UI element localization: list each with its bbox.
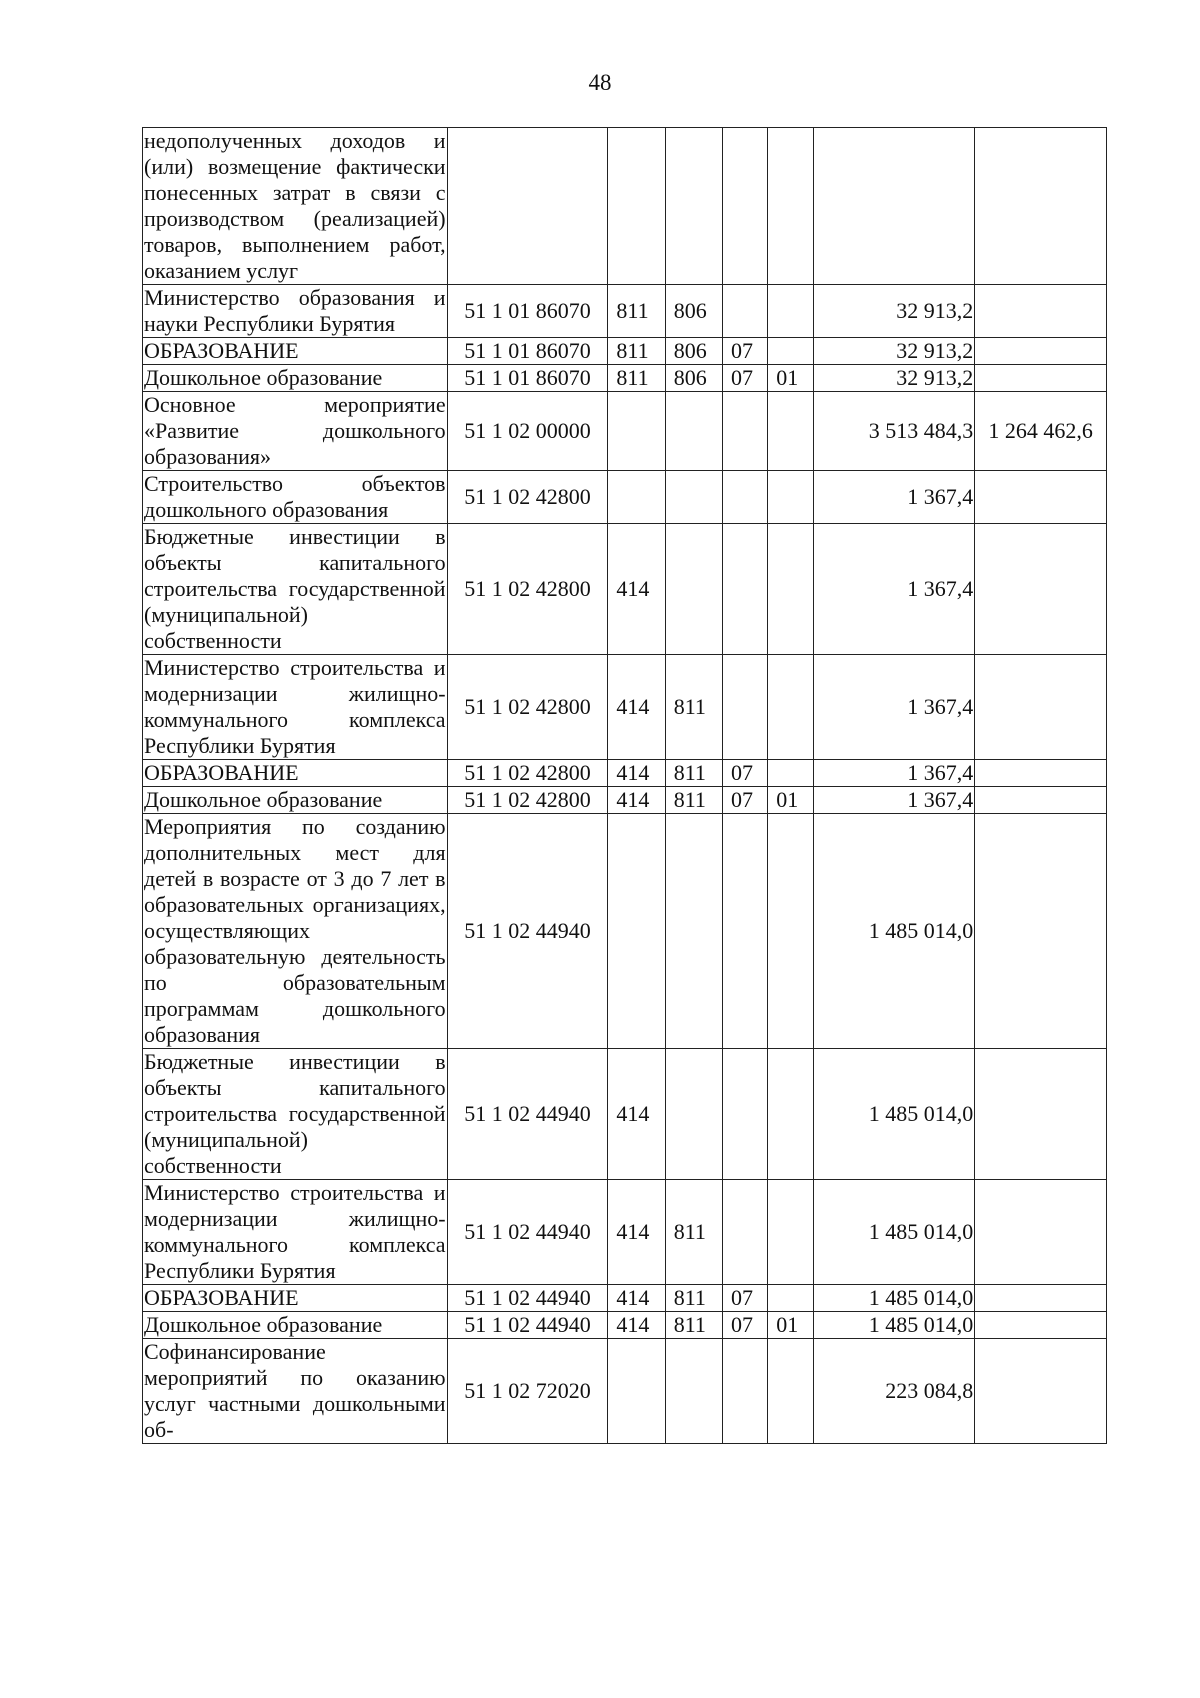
amount-cell: 1 485 014,0 (814, 814, 975, 1049)
amount-federal-cell (975, 338, 1107, 365)
ministry-code-cell (665, 128, 722, 285)
ministry-code-cell: 811 (665, 760, 722, 787)
amount-federal-cell (975, 1049, 1107, 1180)
amount-cell: 1 367,4 (814, 787, 975, 814)
expense-type-cell: 811 (608, 338, 665, 365)
table-row (143, 655, 1107, 760)
amount-cell: 223 084,8 (814, 1339, 975, 1444)
table-row (143, 1285, 1107, 1312)
target-article-cell: 51 1 02 44940 (447, 1285, 608, 1312)
amount-cell: 1 367,4 (814, 524, 975, 655)
ministry-code-cell (665, 392, 722, 471)
row-name-cell: Министерство образования и науки Республики Бурятия (144, 285, 446, 336)
amount-federal-cell (975, 1339, 1107, 1444)
expense-type-cell: 811 (608, 365, 665, 392)
target-article-cell: 51 1 01 86070 (447, 338, 608, 365)
section-cell (723, 655, 768, 760)
table-row (143, 365, 1107, 392)
amount-federal-cell (975, 524, 1107, 655)
ministry-code-cell: 811 (665, 1180, 722, 1285)
target-article-cell: 51 1 02 42800 (447, 787, 608, 814)
section-cell: 07 (723, 1312, 768, 1339)
section-cell (723, 814, 768, 1049)
ministry-code-cell: 811 (665, 1285, 722, 1312)
expense-type-cell (608, 392, 665, 471)
section-cell: 07 (723, 787, 768, 814)
subsection-cell (768, 471, 814, 524)
section-cell (723, 1339, 768, 1444)
amount-federal-cell (975, 471, 1107, 524)
row-name-cell: Дошкольное образование (143, 1312, 448, 1339)
ministry-code-cell: 811 (665, 787, 722, 814)
section-cell (723, 471, 768, 524)
target-article-cell (447, 128, 608, 285)
row-name-cell: Основное мероприятие «Развитие дошкольного образования» (144, 392, 446, 469)
amount-cell: 32 913,2 (814, 338, 975, 365)
target-article-cell: 51 1 02 44940 (447, 814, 608, 1049)
ministry-code-cell: 806 (665, 365, 722, 392)
subsection-cell (768, 760, 814, 787)
ministry-code-cell: 806 (665, 338, 722, 365)
table-row (143, 1339, 1107, 1444)
expense-type-cell: 414 (608, 1180, 665, 1285)
ministry-code-cell: 811 (665, 655, 722, 760)
expense-type-cell: 414 (608, 1285, 665, 1312)
subsection-cell (768, 338, 814, 365)
amount-cell: 1 485 014,0 (814, 1049, 975, 1180)
page-number: 48 (588, 70, 612, 95)
row-name-cell: Строительство объектов дошкольного образования (144, 471, 446, 522)
amount-cell (814, 128, 975, 285)
amount-federal-cell (975, 760, 1107, 787)
amount-cell: 1 485 014,0 (814, 1285, 975, 1312)
subsection-cell (768, 814, 814, 1049)
subsection-cell (768, 392, 814, 471)
section-cell: 07 (723, 338, 768, 365)
ministry-code-cell (665, 524, 722, 655)
subsection-cell: 01 (768, 787, 814, 814)
ministry-code-cell (665, 814, 722, 1049)
section-cell: 07 (723, 365, 768, 392)
target-article-cell: 51 1 02 72020 (447, 1339, 608, 1444)
amount-federal-cell: 1 264 462,6 (975, 392, 1107, 471)
row-name-cell: ОБРАЗОВАНИЕ (143, 338, 448, 365)
expense-type-cell: 414 (608, 787, 665, 814)
section-cell: 07 (723, 1285, 768, 1312)
ministry-code-cell (665, 1049, 722, 1180)
amount-federal-cell (975, 365, 1107, 392)
expense-type-cell: 414 (608, 1312, 665, 1339)
amount-cell: 1 485 014,0 (814, 1180, 975, 1285)
table-row (143, 471, 1107, 524)
table-row (143, 760, 1107, 787)
row-name-cell: недополученных доходов и (или) возмещение фактически понесенных затрат в связи с производством (реализацией) товаров, выполнением работ, оказанием услуг (144, 128, 446, 283)
amount-federal-cell (975, 655, 1107, 760)
row-name-cell: ОБРАЗОВАНИЕ (143, 760, 448, 787)
subsection-cell (768, 524, 814, 655)
target-article-cell: 51 1 02 42800 (447, 471, 608, 524)
section-cell (723, 524, 768, 655)
section-cell (723, 1049, 768, 1180)
amount-federal-cell (975, 285, 1107, 338)
subsection-cell (768, 655, 814, 760)
target-article-cell: 51 1 02 42800 (447, 655, 608, 760)
subsection-cell: 01 (768, 365, 814, 392)
table-row (143, 1180, 1107, 1285)
expense-type-cell (608, 128, 665, 285)
amount-cell: 1 367,4 (814, 471, 975, 524)
expense-type-cell: 811 (608, 285, 665, 338)
table-row (143, 787, 1107, 814)
target-article-cell: 51 1 02 42800 (447, 760, 608, 787)
amount-cell: 1 367,4 (814, 760, 975, 787)
section-cell: 07 (723, 760, 768, 787)
amount-cell: 1 485 014,0 (814, 1312, 975, 1339)
target-article-cell: 51 1 01 86070 (447, 285, 608, 338)
expense-type-cell (608, 1339, 665, 1444)
subsection-cell (768, 1339, 814, 1444)
expense-type-cell (608, 814, 665, 1049)
amount-cell: 32 913,2 (814, 285, 975, 338)
target-article-cell: 51 1 02 44940 (447, 1049, 608, 1180)
expense-type-cell: 414 (608, 760, 665, 787)
row-name-cell: Дошкольное образование (143, 787, 448, 814)
table-row (143, 1312, 1107, 1339)
budget-table-body (143, 128, 1107, 1444)
row-name-cell: Министерство строительства и модернизации жилищно-коммунального комплекса Республики Бурятия (144, 655, 446, 758)
budget-table (142, 127, 1107, 1444)
row-name-cell: Министерство строительства и модернизации жилищно-коммунального комплекса Республики Бурятия (144, 1180, 446, 1283)
amount-federal-cell (975, 128, 1107, 285)
table-row (143, 524, 1107, 655)
row-name-cell: Бюджетные инвестиции в объекты капитального строительства государственной (муниципальной) собственности (144, 1049, 446, 1178)
table-row (143, 1049, 1107, 1180)
amount-federal-cell (975, 787, 1107, 814)
section-cell (723, 1180, 768, 1285)
row-name-cell: Софинансирование мероприятий по оказанию услуг частными дошкольными об- (144, 1339, 446, 1442)
target-article-cell: 51 1 01 86070 (447, 365, 608, 392)
subsection-cell (768, 1180, 814, 1285)
table-row (143, 814, 1107, 1049)
target-article-cell: 51 1 02 44940 (447, 1180, 608, 1285)
expense-type-cell: 414 (608, 1049, 665, 1180)
target-article-cell: 51 1 02 42800 (447, 524, 608, 655)
ministry-code-cell: 811 (665, 1312, 722, 1339)
table-row (143, 285, 1107, 338)
target-article-cell: 51 1 02 44940 (447, 1312, 608, 1339)
ministry-code-cell (665, 1339, 722, 1444)
subsection-cell (768, 285, 814, 338)
subsection-cell: 01 (768, 1312, 814, 1339)
subsection-cell (768, 1285, 814, 1312)
amount-cell: 3 513 484,3 (814, 392, 975, 471)
ministry-code-cell (665, 471, 722, 524)
ministry-code-cell: 806 (665, 285, 722, 338)
table-row (143, 338, 1107, 365)
table-row (143, 128, 1107, 285)
table-row (143, 392, 1107, 471)
amount-cell: 1 367,4 (814, 655, 975, 760)
subsection-cell (768, 1049, 814, 1180)
section-cell (723, 128, 768, 285)
amount-federal-cell (975, 814, 1107, 1049)
amount-federal-cell (975, 1180, 1107, 1285)
expense-type-cell: 414 (608, 524, 665, 655)
section-cell (723, 392, 768, 471)
section-cell (723, 285, 768, 338)
amount-federal-cell (975, 1312, 1107, 1339)
amount-cell: 32 913,2 (814, 365, 975, 392)
amount-federal-cell (975, 1285, 1107, 1312)
expense-type-cell: 414 (608, 655, 665, 760)
expense-type-cell (608, 471, 665, 524)
row-name-cell: ОБРАЗОВАНИЕ (143, 1285, 448, 1312)
row-name-cell: Мероприятия по созданию дополнительных мест для детей в возрасте от 3 до 7 лет в образовательных организациях, осуществляющих образовательную деятельность по образовательным программам дошкольного образования (144, 814, 446, 1047)
row-name-cell: Дошкольное образование (143, 365, 448, 392)
row-name-cell: Бюджетные инвестиции в объекты капитального строительства государственной (муниципальной) собственности (144, 524, 446, 653)
target-article-cell: 51 1 02 00000 (447, 392, 608, 471)
subsection-cell (768, 128, 814, 285)
